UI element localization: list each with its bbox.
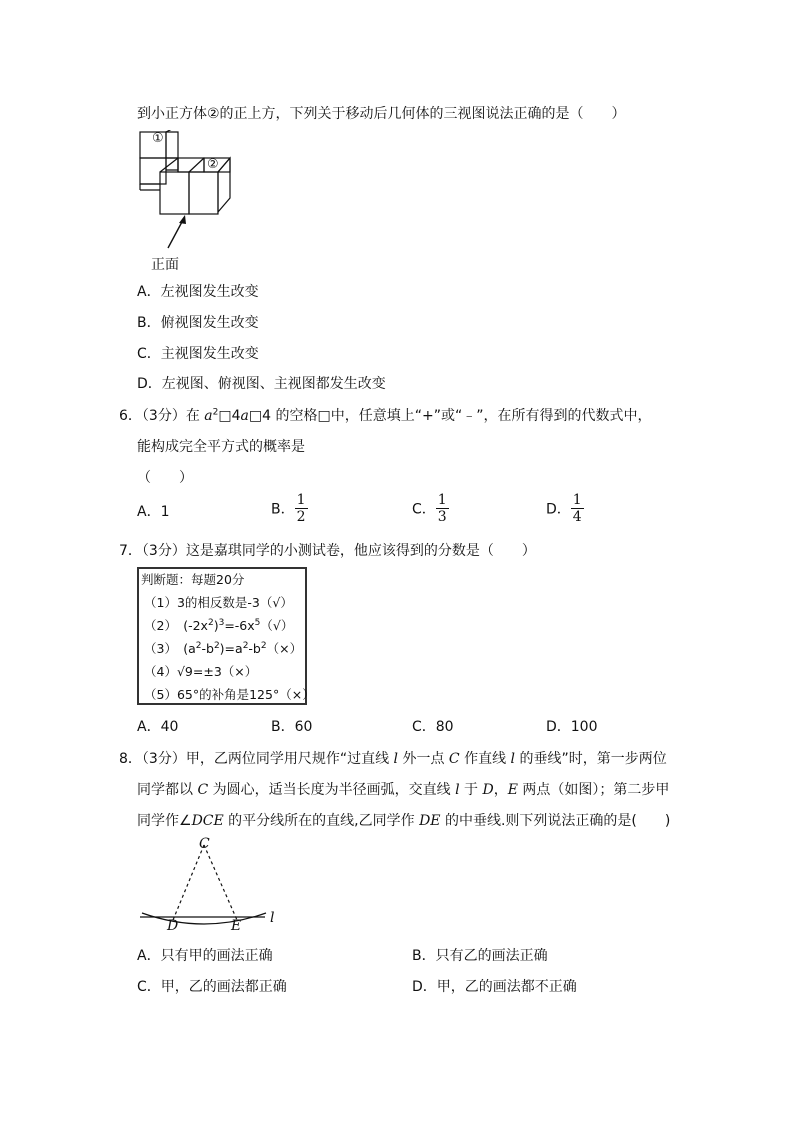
q7-option-a: A．40 [137,719,179,735]
quiz-item-4: （4）√9=±3（×） [144,664,258,679]
q5-option-d: D．左视图、俯视图、主视图都发生改变 [137,376,386,392]
q6-number: 6．（3分）在 [119,408,200,424]
q6-option-d-label: D． [546,501,571,518]
perpendicular-figure [138,835,288,940]
q5-option-a: A．左视图发生改变 [137,284,259,300]
quiz-title: 判断题：每题20分 [141,572,245,587]
q6-paren: （ ） [137,470,193,486]
cube1-label: ① [152,131,164,146]
cube2-label: ② [207,157,219,172]
q6-expr-mid: 4 [231,408,241,424]
q5-option-c: C．主视图发生改变 [137,346,259,362]
cube-figure [138,130,238,270]
quiz-item-3: （3） $(a^2-b^2)=a^2-b^2(\times)$ [144,640,303,656]
q6-option-b-label: B． [271,501,295,518]
q8-option-a: A．只有甲的画法正确 [137,948,273,964]
q8-line1: 8．（3分）甲，乙两位同学用尺规作“过直线 l 外一点 C 作直线 l 的垂线”时，第一步两位 [119,751,667,767]
q6-expr-end: 4 [262,408,272,424]
q7-option-d: D．100 [546,719,598,735]
q6-option-d [546,492,584,525]
q6-option-a: A．1 [137,504,170,520]
q8-line2: 同学都以 C 为圆心，适当长度为半径画弧，交直线 l 于 D，E 两点（如图）；第二步甲 [137,782,670,798]
quiz-card [137,567,315,705]
q8-option-b: B．只有乙的画法正确 [412,948,548,964]
q6-expr-sup: 2 [212,407,219,418]
front-label: 正面 [151,257,179,273]
q8-option-c: C．甲，乙的画法都正确 [137,979,287,995]
q6-tail: 的空格□中，任意填上“+”或“﹣”，在所有得到的代数式中， [271,408,652,424]
q6-box2: □ [248,408,263,424]
q6-option-c-label: C． [412,501,436,518]
q7-option-b: B．60 [271,719,313,735]
q7-stem: 7．（3分）这是嘉琪同学的小测试卷，他应该得到的分数是（ ） [119,543,536,559]
point-c-label: C [199,836,210,852]
quiz-item-2: （2） $(-2x^2)^3=-6x^5(√)$ [144,617,294,633]
q6-expr-a2: a [240,408,249,424]
fraction-half: $\frac{1}{2}$ [296,492,306,525]
q8-option-d: D．甲，乙的画法都不正确 [412,979,577,995]
quiz-item-1: （1）3的相反数是-3（√） [144,595,293,610]
quiz-item-5: （5）65°的补角是125°（×） [144,687,315,702]
q6-line2: 能构成完全平方式的概率是 [137,439,305,455]
line-l-label: l [270,910,275,926]
q6-stem [119,405,651,425]
q7-option-c: C．80 [412,719,454,735]
q6-option-b [271,492,308,525]
q5-stem: 到小正方体②的正上方，下列关于移动后几何体的三视图说法正确的是（ ） [137,106,626,122]
q5-option-b: B．俯视图发生改变 [137,315,259,331]
fraction-quarter: $\frac{1}{4}$ [572,492,582,525]
point-e-label: E [231,918,242,934]
q8-line3: 同学作∠DCE 的平分线所在的直线,乙同学作 DE 的中垂线.则下列说法正确的是( ) [137,813,671,829]
q6-box1: □ [218,408,232,424]
fraction-third: $\frac{1}{3}$ [437,492,447,525]
point-d-label: D [167,918,179,934]
q6-expr-a: a [204,408,213,424]
q6-option-c [412,492,449,525]
